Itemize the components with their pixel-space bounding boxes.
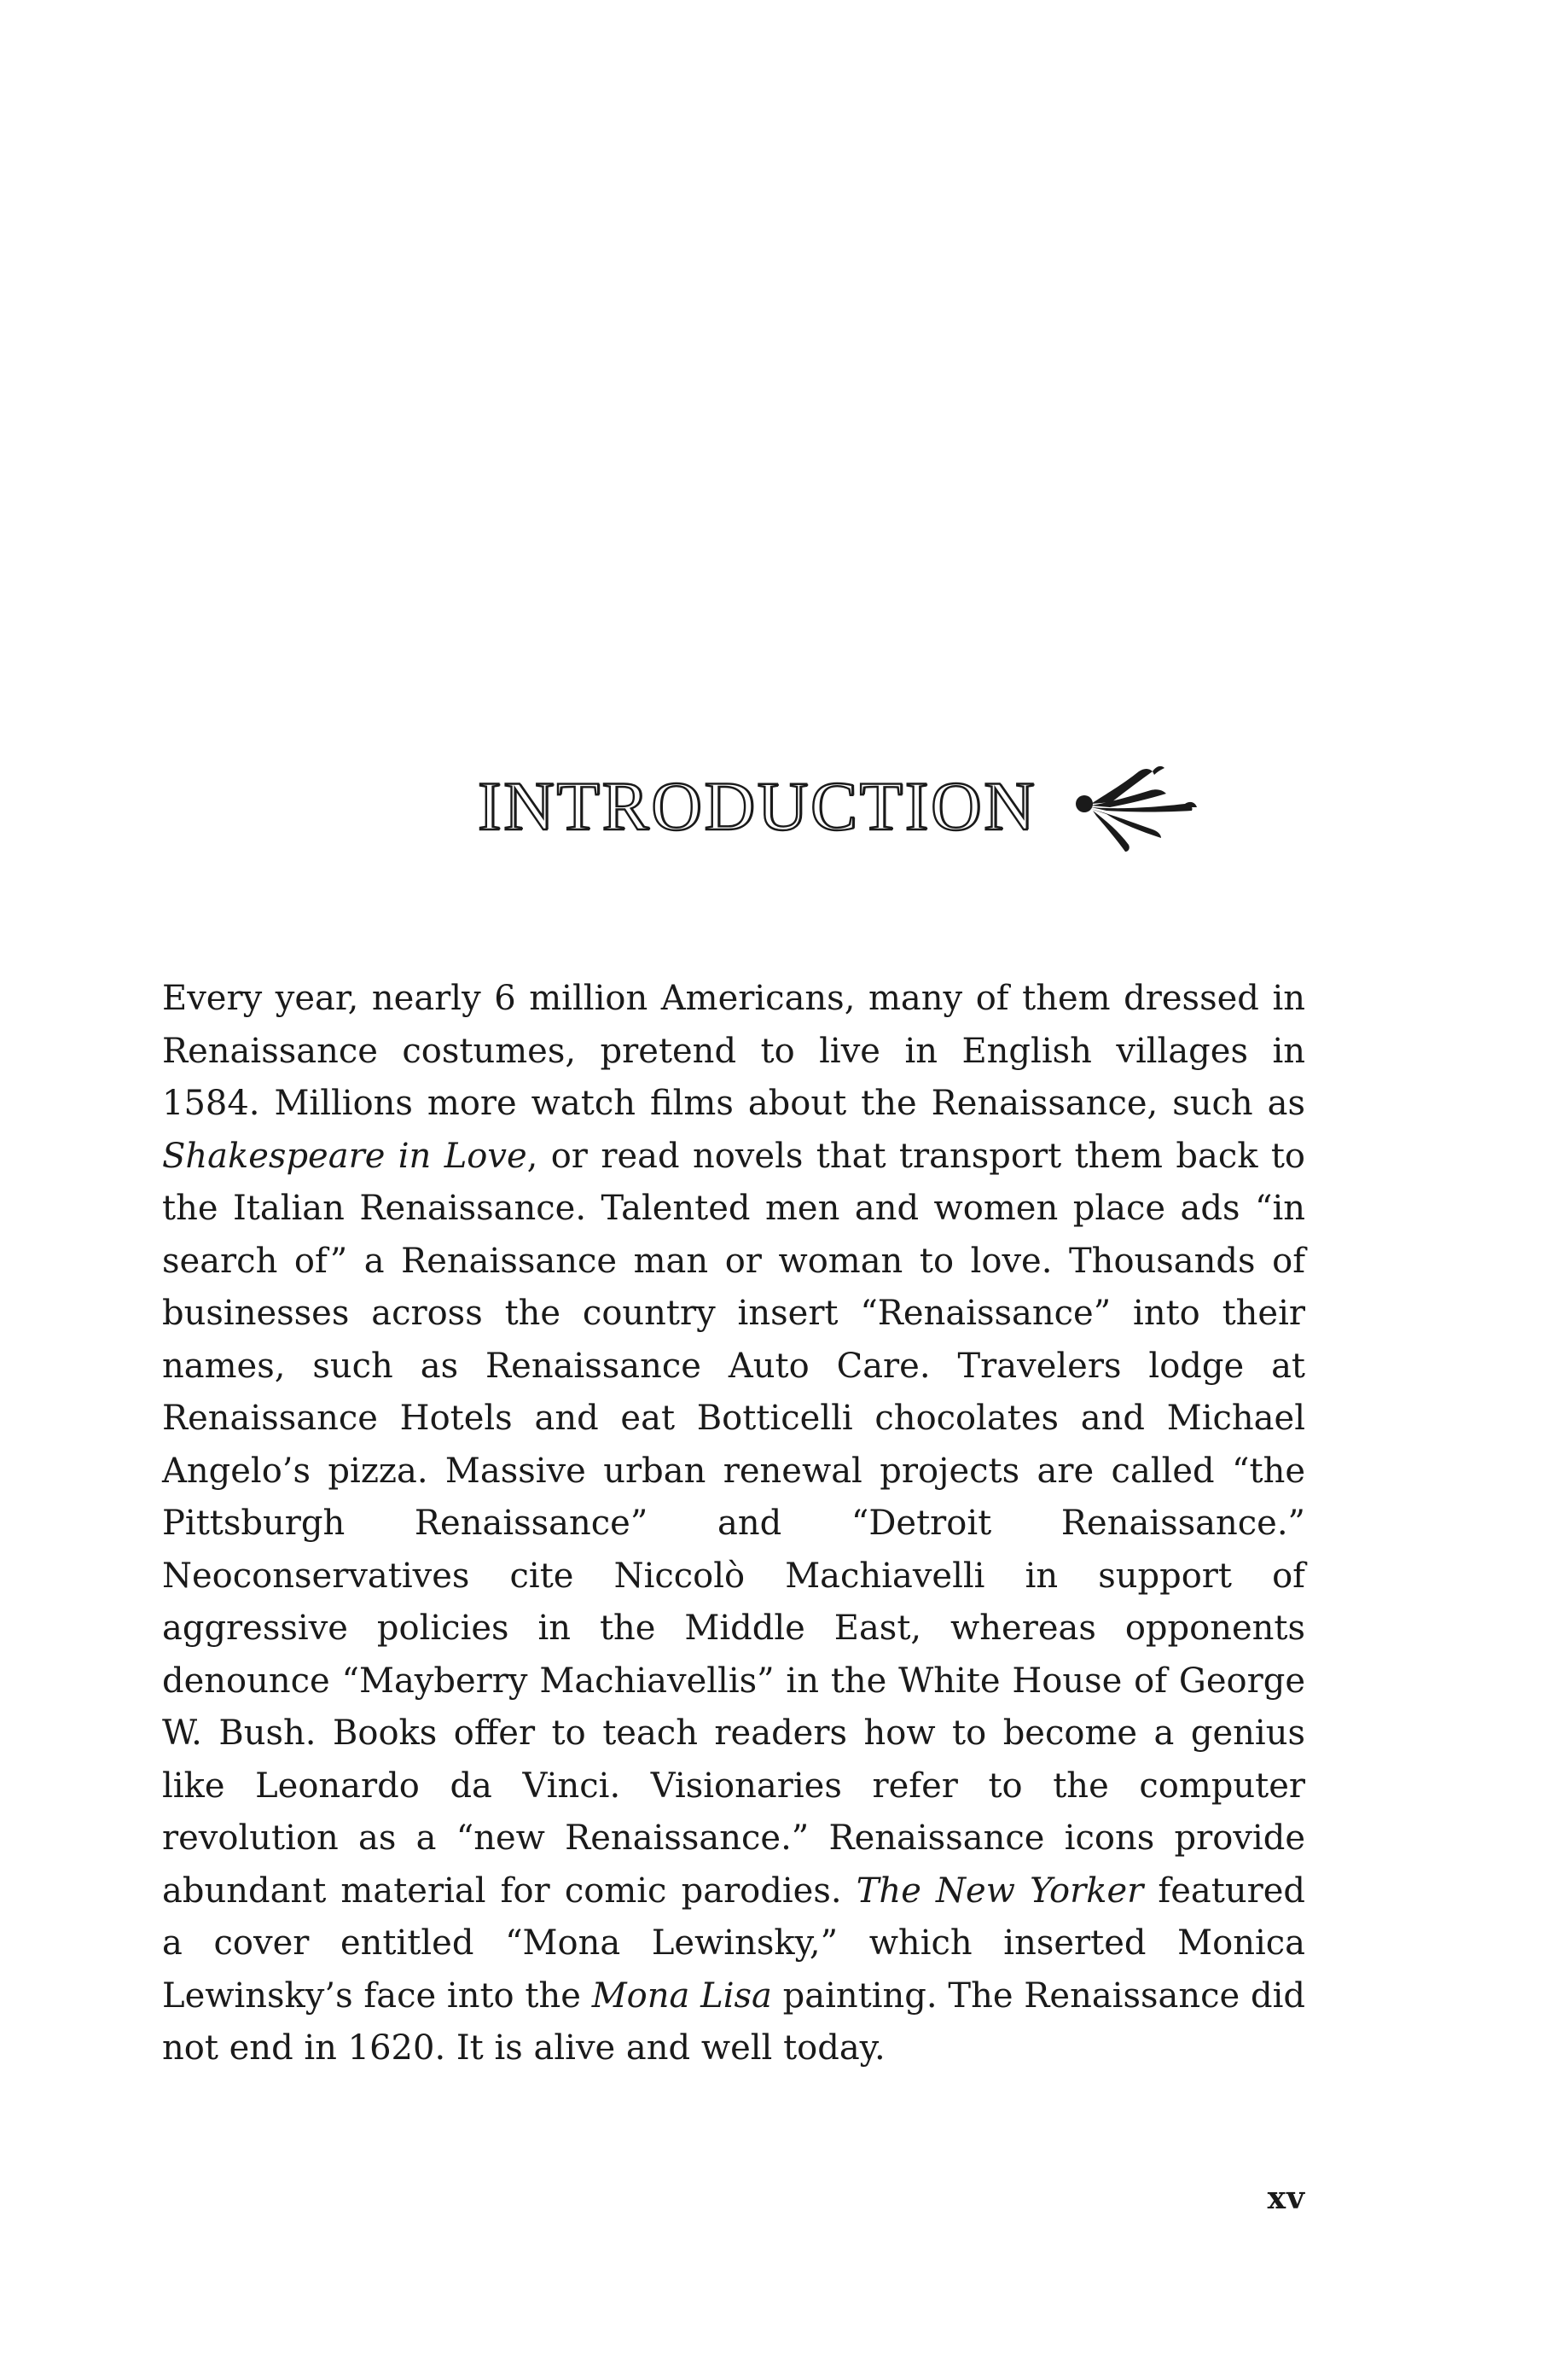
magazine-title: The New Yorker [856, 1871, 1144, 1911]
chapter-title: INTRODUCTION [478, 767, 1037, 845]
body-paragraph [162, 973, 1305, 2075]
painting-title: Mona Lisa [591, 1975, 772, 2016]
chapter-heading [478, 751, 1280, 862]
body-text-run: painting. The Renaissance did not end in 1620. It is alive and well today. [162, 1975, 1306, 2068]
page-number: xv [1267, 2180, 1305, 2216]
film-title: Shakespeare in Love [162, 1136, 527, 1176]
body-text-run: featured a cover entitled “Mona Lewinsky,” which inserted Monica Lewinsky’s face into the [162, 1871, 1305, 2016]
fleuron-icon [1072, 759, 1200, 853]
body-text-run: , or read novels that transport them back to the Italian Renaissance. Talented men and women place ads “in search of” a Renaissance man or woman to love. Thousands of businesses across the country insert “Renaissance” into their names, such as Renaissance Auto Care. Travelers lodge at Renaissance Hotels and eat Botticelli chocolates and Michael Angelo’s pizza. Massive urban renewal projects are called “the Pittsburgh Renaissance” and “Detroit Renaissance.” Neoconservatives cite Niccolò Machiavelli in support of aggressive policies in the Middle East, whereas opponents denounce “Mayberry Machiavellis” in the White House of George W. Bush. Books offer to teach readers how to become a genius like Leonardo da Vinci. Visionaries refer to the computer revolution as a “new Renaissance.” Renaissance icons provide abundant material for comic parodies. [162, 1136, 1306, 1911]
body-text-run: Every year, nearly 6 million Americans, many of them dressed in Renaissance costumes, pretend to live in English villages in 1584. Millions more watch films about the Renaissance, such as [162, 979, 1305, 1123]
